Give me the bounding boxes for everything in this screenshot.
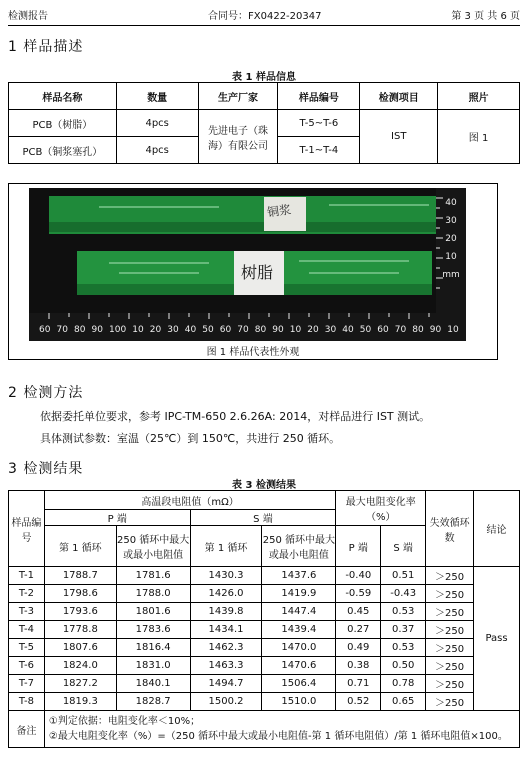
- p-change-value: 0.49: [336, 639, 381, 657]
- sample-id-cell: T-7: [9, 675, 45, 693]
- s-cycle1-value: 1430.3: [190, 567, 262, 585]
- sample-id: T-1~T-4: [278, 137, 360, 164]
- sample-id-cell: T-6: [9, 657, 45, 675]
- notes-row: [9, 711, 520, 748]
- sample-id-cell: T-3: [9, 603, 45, 621]
- s-change-value: 0.37: [381, 621, 426, 639]
- ruler-label: 20: [149, 325, 162, 335]
- ruler-label: 40: [184, 325, 197, 335]
- ruler-label: 90: [429, 325, 442, 335]
- s-change-value: 0.51: [381, 567, 426, 585]
- s-250-value: 1437.6: [262, 567, 336, 585]
- s-cycle1-value: 1462.3: [190, 639, 262, 657]
- ruler-label: 30: [445, 216, 457, 226]
- s-cycle1-value: 1426.0: [190, 585, 262, 603]
- ruler-label: 40: [445, 198, 457, 208]
- ruler-label: 80: [412, 325, 424, 335]
- p-250-value: 1783.6: [116, 621, 190, 639]
- header-sample-name: 样品名称: [9, 83, 117, 110]
- fail-cycles-value: ＞250: [426, 639, 474, 657]
- table-row: [9, 639, 520, 657]
- handwritten-label-bottom: 树脂: [241, 263, 274, 282]
- sample-info-table: [8, 82, 520, 164]
- ruler-horizontal-labels: [39, 325, 459, 335]
- p-cycle1-value: 1824.0: [44, 657, 116, 675]
- ruler-label: 30: [324, 325, 337, 335]
- notes-label: 备注: [9, 711, 45, 748]
- header-sample-id: 样品编号: [9, 491, 45, 567]
- fail-cycles-value: ＞250: [426, 603, 474, 621]
- conclusion-value: Pass: [474, 567, 520, 711]
- table-row: [9, 567, 520, 585]
- ruler-label: 60: [377, 325, 389, 335]
- p-change-value: -0.59: [336, 585, 381, 603]
- ruler-label: 90: [91, 325, 103, 335]
- p-250-value: 1801.6: [116, 603, 190, 621]
- p-cycle1-value: 1788.7: [44, 567, 116, 585]
- p-cycle1-value: 1807.6: [44, 639, 116, 657]
- header-p-cycle1: 第 1 循环: [44, 526, 116, 567]
- header-resistance: 高温段电阻值（mΩ）: [44, 491, 335, 510]
- manufacturer: 先进电子（珠海）有限公司: [198, 110, 278, 164]
- ruler-label: 10: [445, 252, 457, 262]
- p-250-value: 1828.7: [116, 693, 190, 711]
- s-250-value: 1470.0: [262, 639, 336, 657]
- ruler-label: 50: [202, 325, 214, 335]
- p-250-value: 1788.0: [116, 585, 190, 603]
- ruler-label: 60: [39, 325, 51, 335]
- header-change-s: S 端: [381, 526, 426, 567]
- ruler-label: mm: [442, 270, 460, 280]
- ruler-label: 30: [167, 325, 179, 335]
- sample-name: PCB（树脂）: [9, 110, 117, 137]
- p-250-value: 1831.0: [116, 657, 190, 675]
- figure-1-frame: [8, 183, 498, 360]
- s-change-value: 0.65: [381, 693, 426, 711]
- ruler-label: 70: [394, 325, 407, 335]
- header-p-250: 250 循环中最大或最小电阻值: [116, 526, 190, 567]
- p-cycle1-value: 1793.6: [44, 603, 116, 621]
- table-header-row: [9, 83, 520, 110]
- s-250-value: 1510.0: [262, 693, 336, 711]
- p-cycle1-value: 1798.6: [44, 585, 116, 603]
- header-quantity: 数量: [116, 83, 198, 110]
- p-250-value: 1816.4: [116, 639, 190, 657]
- ruler-label: 100: [109, 325, 127, 335]
- s-250-value: 1470.6: [262, 657, 336, 675]
- s-cycle1-value: 1434.1: [190, 621, 262, 639]
- s-cycle1-value: 1500.2: [190, 693, 262, 711]
- sample-quantity: 4pcs: [116, 137, 198, 164]
- table-header-row: [9, 491, 520, 510]
- sample-id-cell: T-8: [9, 693, 45, 711]
- s-cycle1-value: 1494.7: [190, 675, 262, 693]
- section-title-test-method: 2 检测方法: [8, 385, 84, 401]
- ruler-label: 10: [132, 325, 144, 335]
- p-change-value: 0.71: [336, 675, 381, 693]
- page-header: [8, 0, 520, 26]
- s-250-value: 1439.4: [262, 621, 336, 639]
- test-item: IST: [360, 110, 438, 164]
- table-row: [9, 675, 520, 693]
- header-conclusion: 结论: [474, 491, 520, 567]
- test-results-table: [8, 490, 520, 748]
- table-row: [9, 110, 520, 137]
- fail-cycles-value: ＞250: [426, 621, 474, 639]
- sample-quantity: 4pcs: [116, 110, 198, 137]
- s-250-value: 1419.9: [262, 585, 336, 603]
- page-number: 第 3 页 共 6 页: [451, 11, 520, 22]
- section-title-sample-description: 1 样品描述: [8, 39, 84, 55]
- method-paragraph-2: 具体测试参数：室温（25℃）到 150℃，共进行 250 循环。: [40, 432, 341, 445]
- s-change-value: 0.50: [381, 657, 426, 675]
- p-change-value: 0.38: [336, 657, 381, 675]
- ruler-label: 40: [342, 325, 354, 335]
- method-paragraph-1: 依据委托单位要求，参考 IPC-TM-650 2.6.26A: 2014，对样品进行 IST 测试。: [40, 410, 431, 423]
- photo-ref: 图 1: [438, 110, 520, 164]
- table-row: [9, 603, 520, 621]
- note-2: ②最大电阻变化率（%）=（250 循环中最大或最小电阻值-第 1 循环电阻值）/第 1 循环电阻值×100。: [48, 731, 508, 742]
- ruler-label: 10: [289, 325, 302, 335]
- ruler-label: 20: [307, 325, 319, 335]
- sample-id-cell: T-5: [9, 639, 45, 657]
- ruler-label: 50: [359, 325, 372, 335]
- ruler-label: 10: [447, 325, 459, 335]
- table-row: [9, 693, 520, 711]
- handwritten-label-top: 铜浆: [266, 202, 292, 220]
- ruler-label: 80: [74, 325, 86, 335]
- header-p-end: P 端: [44, 510, 190, 526]
- header-manufacturer: 生产厂家: [198, 83, 278, 110]
- p-250-value: 1781.6: [116, 567, 190, 585]
- s-250-value: 1506.4: [262, 675, 336, 693]
- table-row: [9, 657, 520, 675]
- s-cycle1-value: 1439.8: [190, 603, 262, 621]
- p-change-value: -0.40: [336, 567, 381, 585]
- p-cycle1-value: 1827.2: [44, 675, 116, 693]
- ruler-vertical-labels: [439, 194, 463, 284]
- header-fail-cycles: 失效循环数: [426, 491, 474, 567]
- header-sample-id: 样品编号: [278, 83, 360, 110]
- table1-caption: 表 1 样品信息: [232, 72, 296, 83]
- notes-content: [44, 711, 519, 748]
- fail-cycles-value: ＞250: [426, 567, 474, 585]
- ruler-label: 80: [254, 325, 267, 335]
- s-change-value: 0.53: [381, 639, 426, 657]
- s-cycle1-value: 1463.3: [190, 657, 262, 675]
- s-change-value: 0.53: [381, 603, 426, 621]
- sample-id-cell: T-2: [9, 585, 45, 603]
- fail-cycles-value: ＞250: [426, 693, 474, 711]
- sample-name: PCB（铜浆塞孔）: [9, 137, 117, 164]
- fail-cycles-value: ＞250: [426, 585, 474, 603]
- sample-id-cell: T-1: [9, 567, 45, 585]
- fail-cycles-value: ＞250: [426, 675, 474, 693]
- sample-id: T-5~T-6: [278, 110, 360, 137]
- ruler-label: 60: [219, 325, 232, 335]
- p-change-value: 0.52: [336, 693, 381, 711]
- s-change-value: 0.78: [381, 675, 426, 693]
- header-max-change: 最大电阻变化率（%）: [336, 491, 426, 526]
- sample-id-cell: T-4: [9, 621, 45, 639]
- header-change-p: P 端: [336, 526, 381, 567]
- header-s-end: S 端: [190, 510, 336, 526]
- table-row: [9, 585, 520, 603]
- header-s-cycle1: 第 1 循环: [190, 526, 262, 567]
- note-1: ①判定依据：电阻变化率＜10%；: [48, 716, 201, 727]
- contract-number: 合同号：FX0422-20347: [208, 11, 322, 22]
- p-250-value: 1840.1: [116, 675, 190, 693]
- p-change-value: 0.45: [336, 603, 381, 621]
- p-cycle1-value: 1819.3: [44, 693, 116, 711]
- s-change-value: -0.43: [381, 585, 426, 603]
- ruler-label: 20: [445, 234, 457, 244]
- report-title: 检测报告: [8, 11, 48, 22]
- figure-caption: 图 1 样品代表性外观: [206, 347, 300, 358]
- p-change-value: 0.27: [336, 621, 381, 639]
- p-cycle1-value: 1778.8: [44, 621, 116, 639]
- sample-photo: [29, 188, 466, 341]
- fail-cycles-value: ＞250: [426, 657, 474, 675]
- header-test-item: 检测项目: [360, 83, 438, 110]
- header-s-250: 250 循环中最大或最小电阻值: [262, 526, 336, 567]
- ruler-label: 70: [56, 325, 68, 335]
- section-title-test-results: 3 检测结果: [8, 461, 84, 477]
- header-photo: 照片: [438, 83, 520, 110]
- results-body: [9, 567, 520, 711]
- table3-caption: 表 3 检测结果: [232, 480, 296, 491]
- ruler-label: 90: [272, 325, 284, 335]
- s-250-value: 1447.4: [262, 603, 336, 621]
- table-row: [9, 621, 520, 639]
- ruler-label: 70: [237, 325, 249, 335]
